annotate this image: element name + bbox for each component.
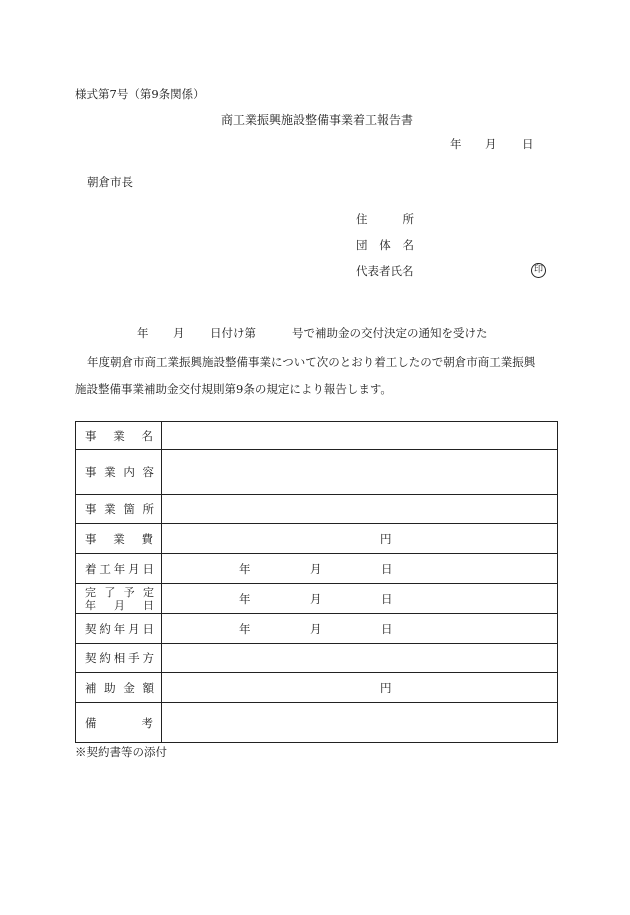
label-char: 予 [123,585,135,599]
document-title: 商工業振興施設整備事業着工報告書 [221,113,414,127]
label-char: 月 [128,561,140,576]
label-char: 工 [99,561,111,576]
label-char: 定 [142,585,154,599]
date-day: 日 [381,591,393,606]
table-row [76,422,558,450]
date-year: 年 [239,591,251,606]
label-char: 額 [142,680,154,695]
label-char: 事 [85,465,97,479]
label-char: 備 [85,715,97,730]
label-char: 業 [104,502,116,516]
label-char: 月 [114,598,125,612]
row-value[interactable] [162,703,558,743]
row-label [76,703,162,743]
representative-label: 代表者氏名 [356,264,414,278]
organization-label-char: 名 [402,238,414,252]
date-month: 月 [310,561,322,576]
date-day: 日 [522,137,534,151]
label-char: 事 [85,428,97,443]
table-row [76,495,558,524]
label-char: 所 [142,502,154,516]
address-label-char: 所 [402,212,414,226]
label-char: 了 [104,585,116,599]
row-label [76,524,162,554]
row-label [76,450,162,495]
row-value[interactable] [162,422,558,450]
row-value[interactable] [162,644,558,673]
label-char: 業 [104,465,116,479]
table-row [76,584,558,614]
label-char: 事 [85,502,97,516]
table-row [76,673,558,703]
label-char: 名 [141,428,153,443]
address-label [356,211,414,227]
row-label [76,495,162,524]
body-line-3: 施設整備事業補助金交付規則第9条の規定により報告します。 [75,382,392,396]
yen-unit: 円 [380,531,392,546]
date-day: 日 [381,561,393,576]
date-year: 年 [239,561,251,576]
label-char: 費 [141,531,153,546]
label-char: 方 [142,651,154,665]
body-month: 月 [173,326,185,340]
date-year: 年 [239,621,251,636]
row-value[interactable] [162,554,558,584]
label-char: 年 [113,621,126,636]
body-line-2: 年度朝倉市商工業振興施設整備事業について次のとおり着工したので朝倉市商工業振興 [87,355,536,369]
row-value[interactable] [162,584,558,614]
table-row [76,614,558,644]
table-row [76,554,558,584]
row-label [76,584,162,614]
label-char: 日 [143,598,154,612]
date-year: 年 [450,137,462,151]
label-char: 相 [113,651,126,665]
label-char: 事 [85,531,97,546]
table-row [76,644,558,673]
label-char: 補 [85,680,97,695]
report-date [450,136,534,152]
label-char: 業 [113,531,125,546]
label-char: 日 [142,561,154,576]
report-table [75,421,558,743]
row-value[interactable] [162,450,558,495]
table-row [76,450,558,495]
organization-label-char: 団 [356,238,368,252]
row-label [76,673,162,703]
label-char: 約 [99,621,111,636]
label-char: 契 [85,651,97,665]
row-value[interactable] [162,495,558,524]
row-label [76,422,162,450]
body-date-suffix: 日付け第 [210,326,256,340]
addressee: 朝倉市長 [87,175,133,189]
label-char: 着 [85,561,97,576]
form-number: 様式第7号（第9条関係） [75,87,205,101]
organization-label-char: 体 [379,238,391,252]
label-char: 考 [141,715,153,730]
label-char: 約 [99,651,111,665]
label-char: 契 [85,621,97,636]
label-char: 月 [128,621,140,636]
seal-mark: 印 [531,263,546,278]
label-char: 手 [128,651,140,665]
organization-label [356,237,414,253]
row-value[interactable] [162,524,558,554]
date-day: 日 [381,621,393,636]
address-label-char: 住 [356,212,368,226]
table-row [76,524,558,554]
body-line-1 [0,325,630,341]
body-year: 年 [137,326,149,340]
label-char: 日 [142,621,154,636]
body-tail: 号で補助金の交付決定の通知を受けた [292,326,488,340]
label-char: 助 [104,680,116,695]
label-char: 金 [123,680,135,695]
row-label [76,554,162,584]
attachment-note: ※契約書等の添付 [75,745,167,759]
label-char: 年 [113,561,126,576]
label-char: 内 [123,465,135,479]
date-month: 月 [485,137,497,151]
row-value[interactable] [162,673,558,703]
date-month: 月 [310,591,322,606]
label-char: 業 [113,428,125,443]
row-label [76,644,162,673]
label-char: 箇 [123,502,135,516]
label-char: 完 [85,585,96,599]
date-month: 月 [310,621,322,636]
label-char: 年 [85,598,96,612]
table-row [76,703,558,743]
row-label [76,614,162,644]
row-value[interactable] [162,614,558,644]
label-char: 容 [142,465,154,479]
yen-unit: 円 [380,680,392,695]
